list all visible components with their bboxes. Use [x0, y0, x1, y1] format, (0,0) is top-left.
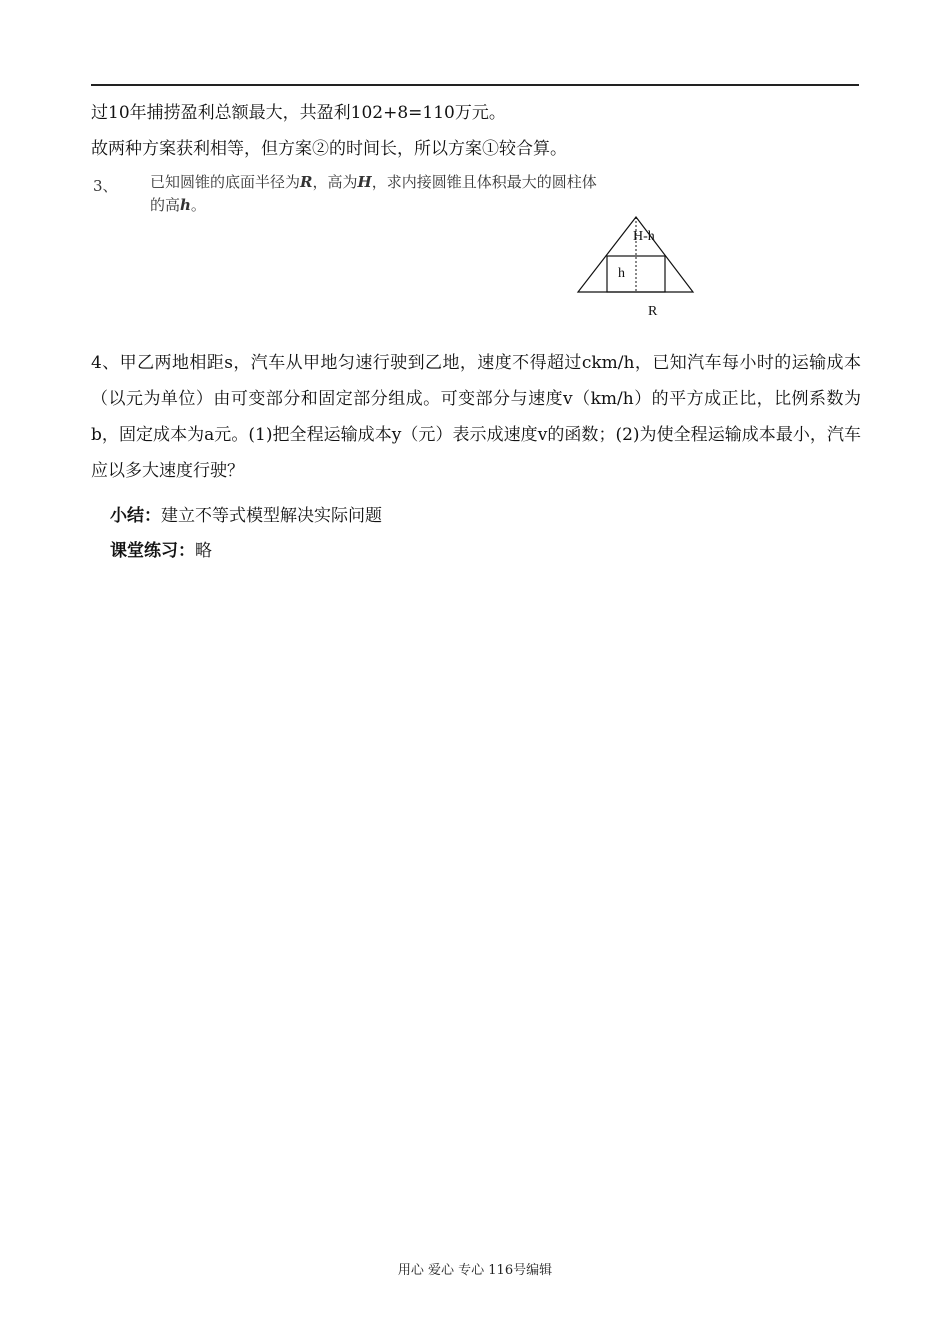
q3-text-d: 的高: [150, 196, 181, 214]
practice-text: 略: [195, 541, 212, 561]
q3-text-e: 。: [190, 196, 206, 214]
question-4-text: 4、甲乙两地相距s，汽车从甲地匀速行驶到乙地，速度不得超过ckm/h，已知汽车每小时的运输成本（以元为单位）由可变部分和固定部分组成。可变部分与速度v（km/h）的平方成正比，比例系数为b，固定成本为a元。(1)把全程运输成本y（元）表示成速度v的函数；(2)为使全程运输成本最小，汽车应以多大速度行驶？: [91, 353, 861, 481]
q3-text-a: 已知圆锥的底面半径为: [150, 173, 301, 191]
solution-line-1: 过10年捕捞盈利总额最大，共盈利102+8=110万元。: [91, 103, 506, 123]
question-3-text: [150, 171, 750, 217]
practice-label: 课堂练习：: [110, 541, 195, 561]
summary-text: 建立不等式模型解决实际问题: [161, 506, 382, 526]
label-h: h: [618, 266, 625, 281]
page-footer: 用心 爱心 专心 116号编辑: [397, 1263, 553, 1278]
solution-line-2: 故两种方案获利相等，但方案②的时间长，所以方案①较合算。: [91, 139, 567, 159]
label-h-minus-h: H-h: [633, 229, 655, 244]
summary-label: 小结：: [110, 506, 161, 526]
header-rule: [91, 84, 859, 86]
cone-cylinder-figure: [572, 212, 702, 322]
label-r: R: [648, 304, 658, 319]
q3-text-b: ，高为: [312, 173, 358, 191]
q3-var-r: R: [300, 173, 313, 191]
q3-text-c: ，求内接圆锥且体积最大的圆柱体: [371, 173, 597, 191]
summary-line: [110, 505, 382, 527]
question-3-number: 3、: [93, 177, 118, 195]
q3-var-h-lower: h: [180, 196, 191, 214]
q3-var-h-upper: H: [357, 173, 372, 191]
practice-line: [110, 540, 212, 562]
